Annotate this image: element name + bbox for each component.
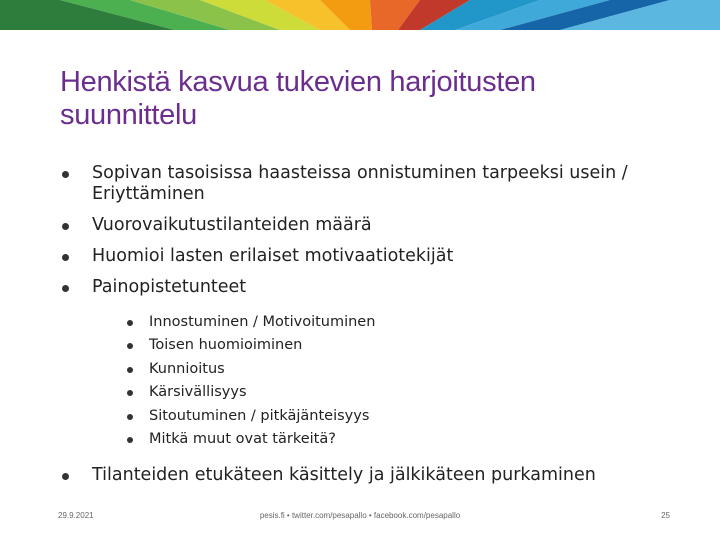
sub-bullet-item (92, 405, 662, 428)
bullet-dot-icon (62, 171, 69, 178)
sub-bullet-item (92, 358, 662, 381)
footer-links: pesis.fi • twitter.com/pesapallo • facebook.com/pesapallo (259, 511, 461, 520)
sub-bullet-text: Mitkä muut ovat tärkeitä? (149, 431, 336, 448)
bullet-list (62, 163, 662, 496)
bullet-dot-icon (62, 473, 69, 480)
bullet-dot-icon (127, 390, 133, 396)
bullet-dot-icon (62, 285, 69, 292)
sub-bullet-text: Innostuminen / Motivoituminen (149, 314, 376, 330)
bullet-text: Painopistetunteet (92, 277, 247, 297)
bullet-item (62, 215, 662, 236)
bullet-dot-icon (62, 223, 69, 230)
sub-bullet-text: Kunnioitus (149, 360, 225, 377)
slide-title: Henkistä kasvua tukevien harjoitusten suunnittelu (60, 66, 536, 131)
bullet-dot-icon (127, 414, 133, 420)
sub-bullet-item (92, 334, 662, 357)
bullet-text: Tilanteiden etukäteen käsittely ja jälkikäteen purkaminen (92, 465, 596, 486)
sub-bullet-text: Sitoutuminen / pitkäjänteisyys (149, 407, 370, 424)
sub-bullet-item (92, 428, 662, 451)
bullet-item (62, 246, 662, 267)
sub-bullet-text: Kärsivällisyys (149, 384, 247, 401)
bullet-dot-icon (127, 437, 133, 443)
page-number: 25 (661, 511, 670, 520)
sub-bullet-item (92, 381, 662, 404)
bullet-text: Vuorovaikutustilanteiden määrä (92, 215, 372, 235)
bullet-dot-icon (127, 367, 133, 373)
decorative-banner (0, 0, 720, 30)
bullet-text: Huomioi lasten erilaiset motivaatiotekijät (92, 246, 454, 266)
bullet-item (62, 163, 662, 205)
bullet-dot-icon (127, 343, 133, 349)
sub-bullet-item (92, 311, 662, 334)
bullet-dot-icon (62, 254, 69, 261)
bullet-text: Sopivan tasoisissa haasteissa onnistuminen tarpeeksi usein / Eriyttäminen (92, 163, 628, 204)
bullet-item (62, 277, 662, 451)
sub-bullet-list (92, 311, 662, 451)
sub-bullet-text: Toisen huomioiminen (149, 337, 303, 354)
bullet-item (62, 465, 662, 486)
footer-date: 29.9.2021 (58, 511, 94, 520)
bullet-dot-icon (127, 320, 133, 326)
